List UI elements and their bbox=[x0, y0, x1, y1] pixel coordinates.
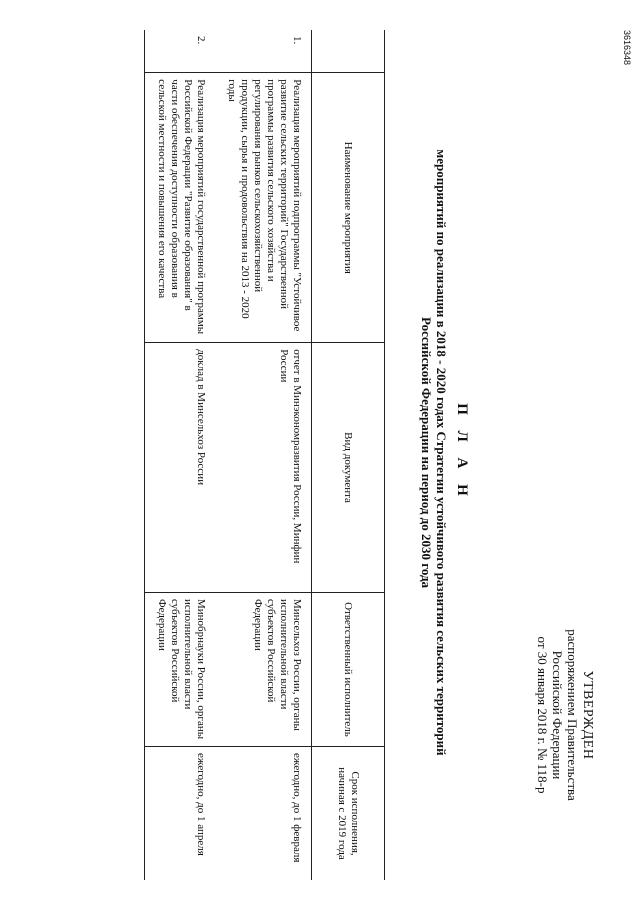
plan-subtitle-line-1: мероприятий по реализации в 2018 - 2020 годах Стратегии устойчивого развития сельских территорий bbox=[434, 149, 449, 756]
plan-subtitle-line-2: Российской Федерации на период до 2030 года bbox=[419, 316, 434, 589]
approval-line-1: распоряжением Правительства bbox=[565, 629, 580, 801]
row-name: Реализация мероприятий государственной программы Российской Федерации "Развитие образования" в части обеспечения доступности образования в сельской местности и повышения его качества bbox=[145, 73, 216, 343]
header-name: Наименование мероприятия bbox=[312, 73, 385, 343]
header-term: Срок исполнения, начиная с 2019 года bbox=[312, 747, 385, 880]
approval-line-3: от 30 января 2018 г. № 118-р bbox=[535, 636, 550, 794]
header-num bbox=[312, 30, 385, 73]
plan-table bbox=[144, 30, 385, 880]
row-executor: Минобрнауки России, органы исполнительной власти субъектов Российской Федерации bbox=[145, 592, 216, 746]
row-doc: доклад в Минсельхоз России bbox=[145, 343, 216, 593]
header-executor: Ответственный исполнитель bbox=[312, 592, 385, 746]
plan-subtitle bbox=[419, 103, 449, 803]
header-doc: Вид документа bbox=[312, 343, 385, 593]
plan-title-block bbox=[419, 0, 470, 905]
approval-title: УТВЕРЖДЕН bbox=[580, 670, 595, 760]
table-row bbox=[145, 30, 216, 880]
row-term: ежегодно, до 1 апреля bbox=[145, 747, 216, 880]
row-name: Реализация мероприятий подпрограммы "Устойчивое развитие сельских территорий" Государственной программы развития сельского хозяйства и регулирования рынков сельскохозяйственной продукции, сырья и продовольствия на 2013 - 2020 годы bbox=[215, 73, 312, 343]
plan-heading: П Л А Н bbox=[454, 403, 470, 502]
document-code: 3616348 bbox=[622, 30, 632, 66]
approval-line-2: Российской Федерации bbox=[550, 650, 565, 780]
table-row bbox=[215, 30, 312, 880]
row-doc: отчет в Минэкономразвития России, Минфин России bbox=[215, 343, 312, 593]
row-num: 2. bbox=[145, 30, 216, 73]
approval-stamp bbox=[535, 555, 595, 875]
table-header-row bbox=[312, 30, 385, 880]
row-executor: Минсельхоз России, органы исполнительной власти субъектов Российской Федерации bbox=[215, 592, 312, 746]
row-term: ежегодно, до 1 февраля bbox=[215, 747, 312, 880]
row-num: 1. bbox=[291, 36, 303, 45]
